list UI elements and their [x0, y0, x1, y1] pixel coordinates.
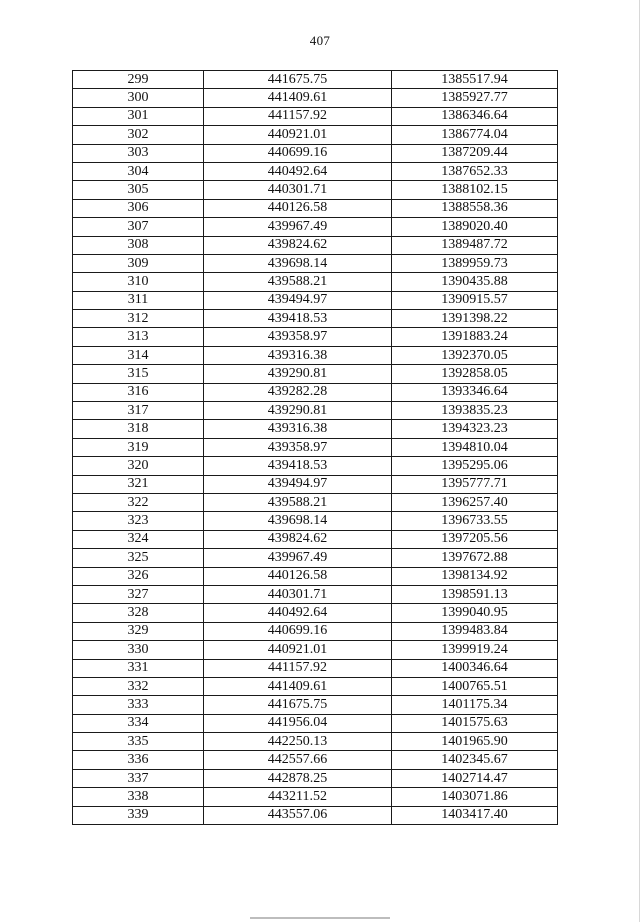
table-row	[73, 659, 558, 677]
table-row	[73, 622, 558, 640]
table-row	[73, 291, 558, 309]
y-coordinate-cell: 1388102.15	[392, 181, 558, 199]
point-number-cell: 331	[73, 659, 204, 677]
table-row	[73, 402, 558, 420]
y-coordinate-cell: 1399483.84	[392, 622, 558, 640]
point-number-cell: 305	[73, 181, 204, 199]
y-coordinate-cell: 1390435.88	[392, 273, 558, 291]
x-coordinate-cell: 440492.64	[204, 604, 392, 622]
point-number-cell: 304	[73, 162, 204, 180]
point-number-cell: 320	[73, 457, 204, 475]
y-coordinate-cell: 1387652.33	[392, 162, 558, 180]
table-row	[73, 420, 558, 438]
x-coordinate-cell: 439588.21	[204, 273, 392, 291]
x-coordinate-cell: 439418.53	[204, 457, 392, 475]
x-coordinate-cell: 439316.38	[204, 420, 392, 438]
x-coordinate-cell: 439358.97	[204, 328, 392, 346]
y-coordinate-cell: 1397672.88	[392, 549, 558, 567]
y-coordinate-cell: 1389487.72	[392, 236, 558, 254]
y-coordinate-cell: 1401575.63	[392, 714, 558, 732]
table-row	[73, 254, 558, 272]
y-coordinate-cell: 1398134.92	[392, 567, 558, 585]
y-coordinate-cell: 1393835.23	[392, 402, 558, 420]
x-coordinate-cell: 440126.58	[204, 199, 392, 217]
point-number-cell: 328	[73, 604, 204, 622]
x-coordinate-cell: 439824.62	[204, 530, 392, 548]
y-coordinate-cell: 1398591.13	[392, 585, 558, 603]
x-coordinate-cell: 440699.16	[204, 144, 392, 162]
point-number-cell: 309	[73, 254, 204, 272]
table-row	[73, 530, 558, 548]
y-coordinate-cell: 1394810.04	[392, 438, 558, 456]
table-row	[73, 549, 558, 567]
table-row	[73, 475, 558, 493]
coordinate-table-container	[72, 70, 557, 825]
x-coordinate-cell: 439316.38	[204, 346, 392, 364]
x-coordinate-cell: 439698.14	[204, 254, 392, 272]
y-coordinate-cell: 1393346.64	[392, 383, 558, 401]
x-coordinate-cell: 439358.97	[204, 438, 392, 456]
table-row	[73, 806, 558, 824]
point-number-cell: 316	[73, 383, 204, 401]
point-number-cell: 308	[73, 236, 204, 254]
table-row	[73, 714, 558, 732]
table-row	[73, 585, 558, 603]
x-coordinate-cell: 439418.53	[204, 310, 392, 328]
x-coordinate-cell: 439588.21	[204, 493, 392, 511]
x-coordinate-cell: 440699.16	[204, 622, 392, 640]
point-number-cell: 303	[73, 144, 204, 162]
table-body	[73, 71, 558, 825]
table-row	[73, 89, 558, 107]
point-number-cell: 334	[73, 714, 204, 732]
y-coordinate-cell: 1397205.56	[392, 530, 558, 548]
point-number-cell: 333	[73, 696, 204, 714]
y-coordinate-cell: 1399040.95	[392, 604, 558, 622]
y-coordinate-cell: 1395777.71	[392, 475, 558, 493]
y-coordinate-cell: 1390915.57	[392, 291, 558, 309]
point-number-cell: 336	[73, 751, 204, 769]
point-number-cell: 319	[73, 438, 204, 456]
x-coordinate-cell: 442557.66	[204, 751, 392, 769]
x-coordinate-cell: 439290.81	[204, 365, 392, 383]
point-number-cell: 330	[73, 641, 204, 659]
point-number-cell: 299	[73, 71, 204, 89]
point-number-cell: 312	[73, 310, 204, 328]
point-number-cell: 339	[73, 806, 204, 824]
table-row	[73, 310, 558, 328]
table-row	[73, 457, 558, 475]
x-coordinate-cell: 441157.92	[204, 107, 392, 125]
table-row	[73, 438, 558, 456]
table-row	[73, 162, 558, 180]
y-coordinate-cell: 1401965.90	[392, 733, 558, 751]
table-row	[73, 567, 558, 585]
point-number-cell: 329	[73, 622, 204, 640]
x-coordinate-cell: 441409.61	[204, 677, 392, 695]
table-row	[73, 218, 558, 236]
x-coordinate-cell: 439967.49	[204, 549, 392, 567]
y-coordinate-cell: 1391883.24	[392, 328, 558, 346]
x-coordinate-cell: 439967.49	[204, 218, 392, 236]
point-number-cell: 323	[73, 512, 204, 530]
y-coordinate-cell: 1394323.23	[392, 420, 558, 438]
table-row	[73, 273, 558, 291]
y-coordinate-cell: 1402714.47	[392, 769, 558, 787]
table-row	[73, 199, 558, 217]
point-number-cell: 324	[73, 530, 204, 548]
y-coordinate-cell: 1400346.64	[392, 659, 558, 677]
point-number-cell: 327	[73, 585, 204, 603]
table-row	[73, 346, 558, 364]
y-coordinate-cell: 1385517.94	[392, 71, 558, 89]
table-row	[73, 107, 558, 125]
point-number-cell: 302	[73, 126, 204, 144]
point-number-cell: 325	[73, 549, 204, 567]
table-row	[73, 788, 558, 806]
y-coordinate-cell: 1387209.44	[392, 144, 558, 162]
y-coordinate-cell: 1401175.34	[392, 696, 558, 714]
y-coordinate-cell: 1403071.86	[392, 788, 558, 806]
x-coordinate-cell: 439824.62	[204, 236, 392, 254]
table-row	[73, 383, 558, 401]
table-row	[73, 696, 558, 714]
x-coordinate-cell: 443557.06	[204, 806, 392, 824]
point-number-cell: 321	[73, 475, 204, 493]
table-row	[73, 181, 558, 199]
x-coordinate-cell: 440921.01	[204, 641, 392, 659]
x-coordinate-cell: 441157.92	[204, 659, 392, 677]
x-coordinate-cell: 439494.97	[204, 475, 392, 493]
y-coordinate-cell: 1392858.05	[392, 365, 558, 383]
x-coordinate-cell: 440126.58	[204, 567, 392, 585]
y-coordinate-cell: 1391398.22	[392, 310, 558, 328]
x-coordinate-cell: 439698.14	[204, 512, 392, 530]
x-coordinate-cell: 442878.25	[204, 769, 392, 787]
table-row	[73, 641, 558, 659]
y-coordinate-cell: 1385927.77	[392, 89, 558, 107]
x-coordinate-cell: 441409.61	[204, 89, 392, 107]
point-number-cell: 306	[73, 199, 204, 217]
x-coordinate-cell: 440492.64	[204, 162, 392, 180]
point-number-cell: 311	[73, 291, 204, 309]
table-row	[73, 144, 558, 162]
point-number-cell: 326	[73, 567, 204, 585]
point-number-cell: 314	[73, 346, 204, 364]
coordinate-table	[72, 70, 558, 825]
x-coordinate-cell: 440921.01	[204, 126, 392, 144]
table-row	[73, 751, 558, 769]
page-number: 407	[309, 33, 331, 48]
point-number-cell: 300	[73, 89, 204, 107]
y-coordinate-cell: 1395295.06	[392, 457, 558, 475]
table-row	[73, 493, 558, 511]
y-coordinate-cell: 1389020.40	[392, 218, 558, 236]
point-number-cell: 337	[73, 769, 204, 787]
table-row	[73, 733, 558, 751]
point-number-cell: 317	[73, 402, 204, 420]
y-coordinate-cell: 1396733.55	[392, 512, 558, 530]
table-row	[73, 365, 558, 383]
table-row	[73, 71, 558, 89]
x-coordinate-cell: 442250.13	[204, 733, 392, 751]
point-number-cell: 307	[73, 218, 204, 236]
x-coordinate-cell: 440301.71	[204, 585, 392, 603]
x-coordinate-cell: 440301.71	[204, 181, 392, 199]
y-coordinate-cell: 1386774.04	[392, 126, 558, 144]
table-row	[73, 677, 558, 695]
x-coordinate-cell: 441675.75	[204, 71, 392, 89]
x-coordinate-cell: 443211.52	[204, 788, 392, 806]
y-coordinate-cell: 1388558.36	[392, 199, 558, 217]
y-coordinate-cell: 1402345.67	[392, 751, 558, 769]
point-number-cell: 332	[73, 677, 204, 695]
table-row	[73, 604, 558, 622]
bottom-scan-mark	[250, 917, 390, 919]
point-number-cell: 301	[73, 107, 204, 125]
point-number-cell: 318	[73, 420, 204, 438]
table-row	[73, 328, 558, 346]
point-number-cell: 322	[73, 493, 204, 511]
y-coordinate-cell: 1392370.05	[392, 346, 558, 364]
table-row	[73, 126, 558, 144]
point-number-cell: 338	[73, 788, 204, 806]
y-coordinate-cell: 1399919.24	[392, 641, 558, 659]
point-number-cell: 335	[73, 733, 204, 751]
table-row	[73, 512, 558, 530]
point-number-cell: 310	[73, 273, 204, 291]
y-coordinate-cell: 1403417.40	[392, 806, 558, 824]
x-coordinate-cell: 439290.81	[204, 402, 392, 420]
y-coordinate-cell: 1386346.64	[392, 107, 558, 125]
y-coordinate-cell: 1389959.73	[392, 254, 558, 272]
point-number-cell: 315	[73, 365, 204, 383]
table-row	[73, 236, 558, 254]
x-coordinate-cell: 439282.28	[204, 383, 392, 401]
y-coordinate-cell: 1396257.40	[392, 493, 558, 511]
x-coordinate-cell: 441956.04	[204, 714, 392, 732]
x-coordinate-cell: 439494.97	[204, 291, 392, 309]
x-coordinate-cell: 441675.75	[204, 696, 392, 714]
table-row	[73, 769, 558, 787]
y-coordinate-cell: 1400765.51	[392, 677, 558, 695]
point-number-cell: 313	[73, 328, 204, 346]
